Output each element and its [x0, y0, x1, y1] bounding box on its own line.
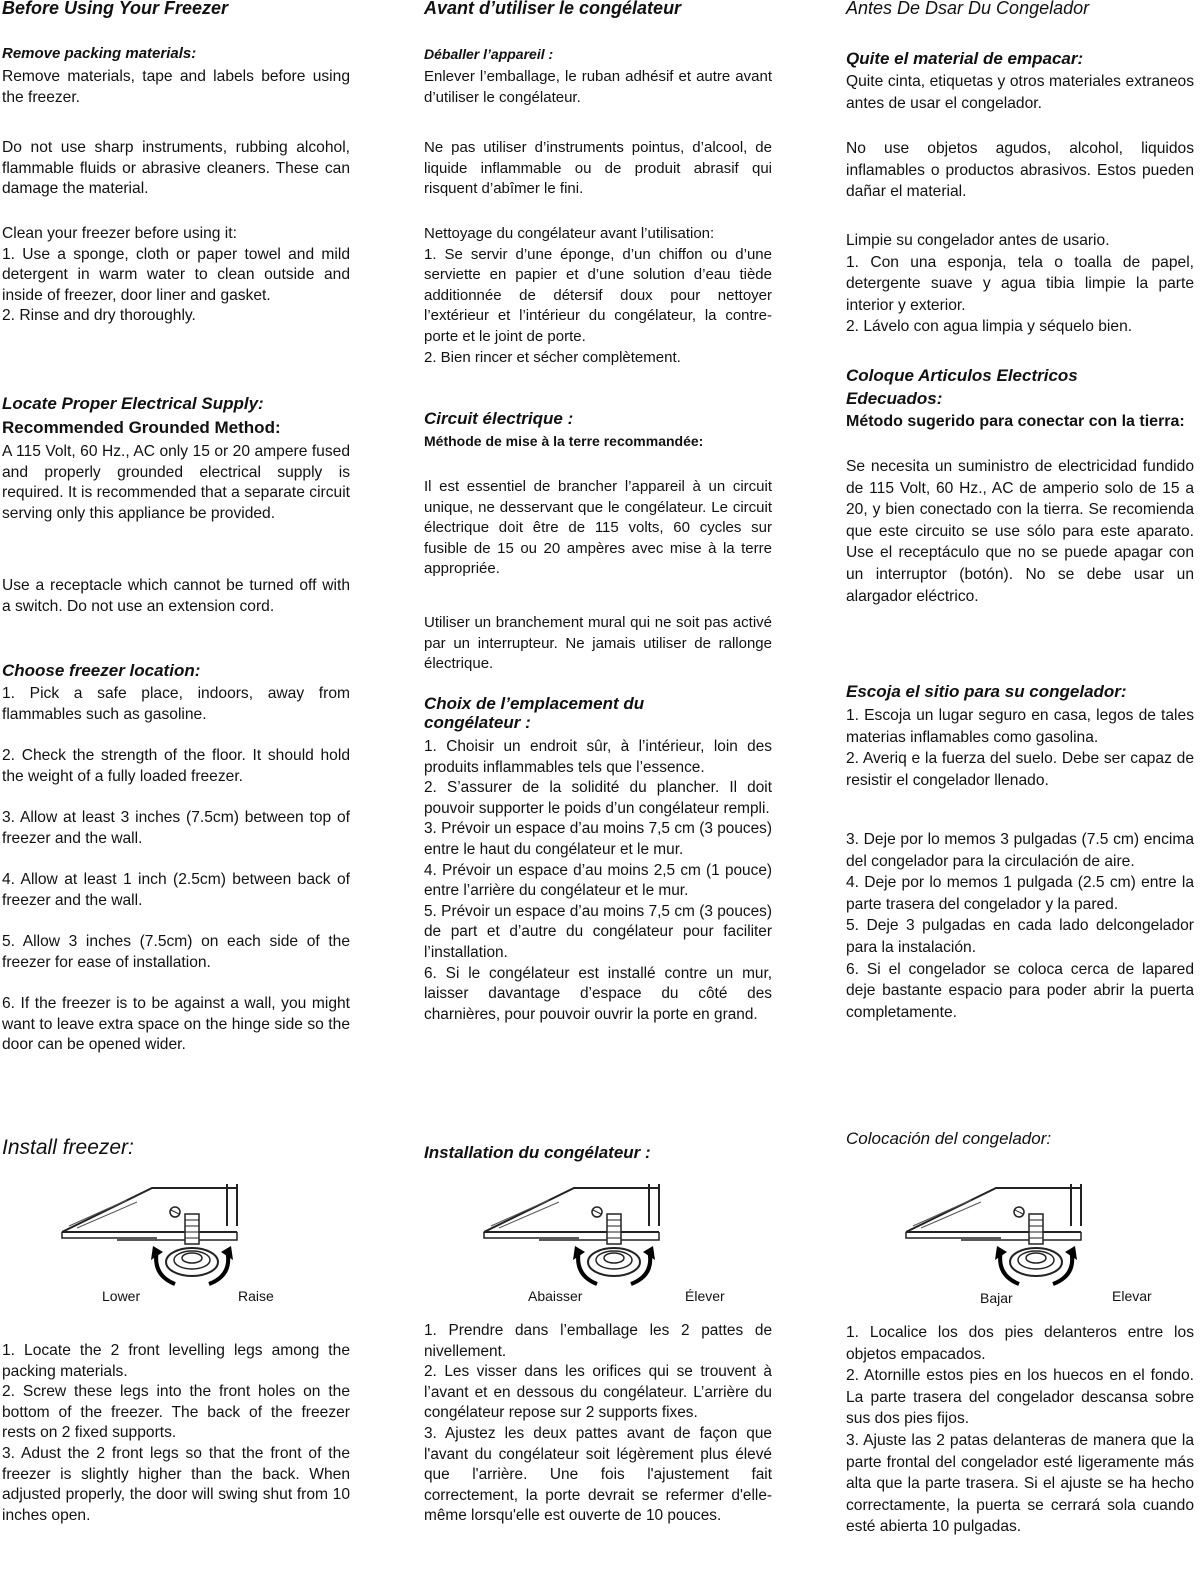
lower-label: Bajar	[980, 1290, 1013, 1306]
french-location-steps: 1. Choisir un endroit sûr, à l’intérieur, loin des produits inflammables tels que l’essence. 2. S’assurer de la solidité du plancher. Il doit pouvoir supporter le poids d’un congélateur rempli. 3. Prévoir un espace d’au moins 7,5 cm (3 pouces) entre le haut du congélateur et le mur. 4. Prévoir un espace d’au moins 2,5 cm (1 pouce) entre l’arrière du congélateur et le mur. 5. Prévoir un espace d’au moins 7,5 cm (3 pouces) de part et d’autre du congélateur pour faciliter l’installation. 6. Si le congélateur est installé contre un mur, laisser davantage d’espace du côté des charnières, pour pouvoir ouvrir la porte en grand.	[424, 738, 772, 1023]
leveling-leg-illustration	[901, 1180, 1101, 1300]
spanish-electrical-heading: Coloque Articulos Electricos Edecuados:	[846, 366, 1078, 408]
french-install-steps: 1. Prendre dans l’emballage les 2 pattes de nivellement. 2. Les visser dans les orifices qui se trouvent à l’avant et en dessous du congélateur. L’arrière du congélateur repose sur 2 supports fixes. 3. Ajustez les deux pattes avant de façon que l'avant du congélateur soit légèrement plus élevé que l'arrière. Une fois l'ajustement fait correctement, la porte devrait se refermer d'elle-même lorsqu'elle est ouverte de 10 pouces.	[424, 1322, 772, 1525]
spanish-electrical-text: Se necesita un suministro de electricidad fundido de 115 Volt, 60 Hz., AC de amperio solo de 15 a 20, y bien conectado con la tierra. Se recomienda que este circuito se use sólo para este aparato. Use el receptáculo que no se puede apagar con un interruptor (botón). No se debe usar un alargador eléctrico.	[846, 458, 1194, 605]
spanish-install-heading: Colocación del congelador:	[846, 1129, 1052, 1148]
english-remove-text: Remove materials, tape and labels before using the freezer.	[2, 68, 350, 106]
spanish-grounded-heading: Método sugerido para conectar con la tierra:	[846, 413, 1185, 430]
english-location-step-4: 4. Allow at least 1 inch (2.5cm) between back of freezer and the wall.	[2, 871, 350, 909]
french-electrical-text: Il est essentiel de brancher l’appareil à un circuit unique, ne desservant que le congélateur. Le circuit électrique doit être de 115 volts, 60 cycles sur fusible de 15 ou 20 ampères avec mise à la terre appropriée.	[424, 478, 772, 578]
french-electrical-heading: Circuit électrique :	[424, 409, 574, 428]
spanish-location-steps-1-2: 1. Escoja un lugar seguro en casa, legos de tales materias inflamables como gasolina. 2. Averiq e la fuerza del suelo. Debe ser capaz de resistir el congelador llenado.	[846, 707, 1194, 789]
english-electrical-text: A 115 Volt, 60 Hz., AC only 15 or 20 ampere fused and properly grounded electrical supply is required. It is recommended that a separate circuit serving only this appliance be provided.	[2, 443, 350, 522]
english-location-step-6: 6. If the freezer is to be against a wall, you might want to leave extra space on the hinge side so the door can be opened wider.	[2, 995, 350, 1054]
spanish-remove-text: Quite cinta, etiquetas y otros materiales extraneos antes de usar el congelador.	[846, 73, 1194, 112]
spanish-clean-text: Limpie su congelador antes de usario. 1. Con una esponja, tela o toalla de papel, detergente suave y agua tibia limpie la parte interior y exterior. 2. Lávelo con agua limpia y séquelo bien.	[846, 232, 1194, 336]
english-remove-heading: Remove packing materials:	[2, 45, 197, 62]
spanish-title: Antes De Dsar Du Congelador	[846, 0, 1090, 18]
english-electrical-heading: Locate Proper Electrical Supply:	[2, 394, 264, 413]
french-sharp-text: Ne pas utiliser d’instruments pointus, d’alcool, de liquide inflammable ou de produit abrasif qui risquent d’abîmer le fini.	[424, 139, 772, 198]
french-title: Avant d’utiliser le congélateur	[424, 0, 682, 18]
spanish-remove-heading: Quite el material de empacar:	[846, 49, 1084, 68]
english-location-step-3: 3. Allow at least 3 inches (7.5cm) between top of freezer and the wall.	[2, 809, 350, 847]
raise-label: Elevar	[1112, 1288, 1152, 1304]
french-remove-text: Enlever l’emballage, le ruban adhésif et autre avant d’utiliser le congélateur.	[424, 68, 772, 106]
english-clean-text: Clean your freezer before using it: 1. Use a sponge, cloth or paper towel and mild detergent in warm water to clean outside and inside of freezer, door liner and gasket. 2. Rinse and dry thoroughly.	[2, 225, 350, 325]
french-receptacle-text: Utiliser un branchement mural qui ne soit pas activé par un interrupteur. Ne jamais utiliser de rallonge électrique.	[424, 614, 772, 673]
english-location-step-1: 1. Pick a safe place, indoors, away from flammables such as gasoline.	[2, 685, 350, 723]
french-clean-text: Nettoyage du congélateur avant l’utilisation: 1. Se servir d’une éponge, d’un chiffon ou d’une serviette en papier et d’une solution d’eau tiède additionnée de détersif doux pour nettoyer l’extérieur et l’intérieur du congélateur, la contre-porte et le joint de porte. 2. Bien rincer et sécher complètement.	[424, 225, 772, 366]
english-title: Before Using Your Freezer	[2, 0, 229, 18]
english-install-heading: Install freezer:	[2, 1136, 134, 1159]
french-install-heading: Installation du congélateur :	[424, 1143, 651, 1162]
english-install-steps: 1. Locate the 2 front levelling legs among the packing materials. 2. Screw these legs into the front holes on the bottom of the freezer. The back of the freezer rests on 2 fixed supports. 3. Adust the 2 front legs so that the front of the freezer is slightly higher than the back. When adjusted properly, the door will swing shut from 10 inches open.	[2, 1342, 350, 1524]
spanish-leveling-leg-diagram	[846, 1180, 1194, 1330]
english-location-step-5: 5. Allow 3 inches (7.5cm) on each side of the freezer for ease of installation.	[2, 933, 350, 971]
leveling-leg-illustration	[479, 1180, 679, 1300]
lower-label: Lower	[102, 1288, 141, 1304]
english-location-heading: Choose freezer location:	[2, 661, 201, 680]
english-sharp-text: Do not use sharp instruments, rubbing alcohol, flammable fluids or abrasive cleaners. These can damage the material.	[2, 139, 350, 198]
spanish-location-steps-3-6: 3. Deje por lo memos 3 pulgadas (7.5 cm) encima del congelador para la circulación de aire. 4. Deje por lo memos 1 pulgada (2.5 cm) entre la parte trasera del congelador y la pared. 5. Deje 3 pulgadas en cada lado delcongelador para la instalación. 6. Si el congelador se coloca cerca de lapared deje bastante espacio para poder abrir la puerta completamente.	[846, 831, 1194, 1021]
raise-label: Élever	[685, 1288, 725, 1304]
raise-label: Raise	[238, 1288, 274, 1304]
english-receptacle-text: Use a receptacle which cannot be turned off with a switch. Do not use an extension cord.	[2, 577, 350, 615]
english-grounded-heading: Recommended Grounded Method:	[2, 418, 281, 437]
spanish-install-steps: 1. Localice los dos pies delanteros entre los objetos empacados. 2. Atornille estos pies en los huecos en el fondo. La parte trasera del congelador descansa sobre sus dos pies fijos. 3. Ajuste las 2 patas delanteras de manera que la parte frontal del congelador esté ligeramente más alta que la parte trasera. Si el ajuste se ha hecho correctamente, la puerta se cerrará sola cuando esté abierta 10 pulgadas.	[846, 1324, 1194, 1536]
french-leveling-leg-diagram	[424, 1180, 772, 1330]
leveling-leg-illustration	[57, 1180, 257, 1300]
french-grounded-heading: Méthode de mise à la terre recommandée:	[424, 433, 704, 449]
spanish-sharp-text: No use objetos agudos, alcohol, liquidos inflamables o productos abrasivos. Estos pueden dañar el material.	[846, 140, 1194, 201]
spanish-location-heading: Escoja el sitio para su congelador:	[846, 682, 1127, 701]
english-leveling-leg-diagram	[2, 1180, 350, 1330]
french-remove-heading: Déballer l’appareil :	[424, 46, 554, 62]
lower-label: Abaisser	[528, 1288, 583, 1304]
french-location-heading: Choix de l’emplacement du congélateur :	[424, 694, 645, 732]
english-location-step-2: 2. Check the strength of the floor. It should hold the weight of a fully loaded freezer.	[2, 747, 350, 785]
